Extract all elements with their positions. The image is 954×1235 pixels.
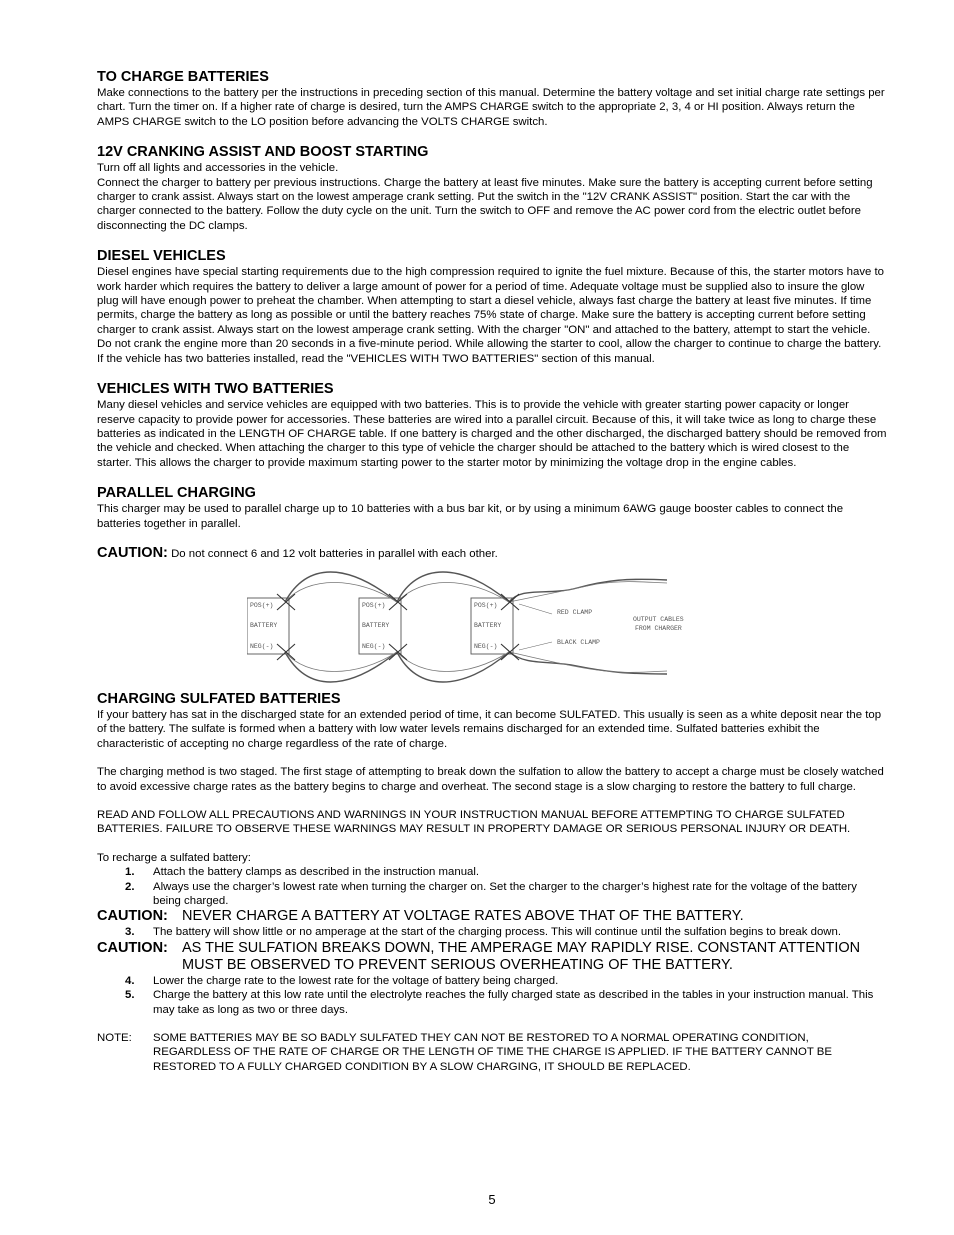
- caution-block: [97, 940, 887, 974]
- section-paragraph: The charging method is two staged. The first stage of attempting to break down the sulfation to allow the battery to accept a charge must be closely watched to avoid excessive charge rates as the battery begins to charge and overheat. The second stage is a slow charging to restore the battery to full charge.: [97, 766, 884, 793]
- section-heading: TO CHARGE BATTERIES: [97, 69, 269, 85]
- output-cables-label: FROM CHARGER: [635, 624, 682, 632]
- list-item: [97, 880, 887, 909]
- caution-line: [97, 545, 887, 562]
- section-heading: CHARGING SULFATED BATTERIES: [97, 690, 341, 707]
- section-paragraph: If your battery has sat in the discharged state for an extended period of time, it can become SULFATED. This usually is seen as a white deposit near the top of the battery. The sulfate is formed when a battery with low water levels remains discharged for an extended time. Sulfated batteries exhibit the characteristic of accepting no charge regardless of the rate of charge.: [97, 708, 882, 750]
- battery-label: BATTERY: [362, 621, 390, 629]
- step-number: 3.: [125, 926, 135, 939]
- list-item: [97, 988, 887, 1017]
- list-item: [97, 974, 887, 988]
- step-number: 4.: [125, 974, 135, 987]
- step-text: Lower the charge rate to the lowest rate for the voltage of battery being charged.: [153, 974, 559, 987]
- manual-page: [97, 68, 887, 1074]
- neg-label: NEG(-): [474, 642, 498, 650]
- pos-label: POS(+): [474, 601, 498, 609]
- pos-label: POS(+): [250, 601, 274, 609]
- red-clamp-label: RED CLAMP: [557, 608, 593, 616]
- list-item: [97, 925, 887, 939]
- section-heading: DIESEL VEHICLES: [97, 248, 226, 265]
- battery-label: BATTERY: [474, 621, 502, 629]
- step-text: Charge the battery at this low rate until the electrolyte reaches the fully charged state as described in the tables in your instruction manual. This may take as long as two or three days.: [153, 989, 874, 1016]
- step-text: The battery will show little or no amperage at the start of the charging process. This will continue until the sulfation begins to break down.: [153, 926, 842, 939]
- section-heading: 12V CRANKING ASSIST AND BOOST STARTING: [97, 144, 429, 161]
- caution-label: CAUTION:: [97, 939, 168, 956]
- battery-label: BATTERY: [250, 621, 278, 629]
- section-line: If the vehicle has two batteries installed, read the "VEHICLES WITH TWO BATTERIES" section of this manual.: [97, 352, 655, 365]
- section-to-charge: [97, 68, 887, 129]
- step-text: Always use the charger’s lowest rate when turning the charger on. Set the charger to the charger’s highest rate for the voltage of the battery being charged.: [153, 880, 857, 907]
- caution-text: NEVER CHARGE A BATTERY AT VOLTAGE RATES ABOVE THAT OF THE BATTERY.: [182, 908, 744, 925]
- parallel-wiring-diagram: [97, 566, 887, 684]
- section-diesel: [97, 247, 887, 366]
- section-body: This charger may be used to parallel charge up to 10 batteries with a bus bar kit, or by using a minimum 6AWG gauge booster cables to connect the batteries together in parallel.: [97, 503, 844, 530]
- section-sulfated: [97, 690, 887, 1074]
- section-line: Turn off all lights and accessories in the vehicle.: [97, 162, 339, 175]
- step-number: 1.: [125, 866, 135, 879]
- pos-label: POS(+): [362, 601, 386, 609]
- caution-label: CAUTION:: [97, 544, 168, 561]
- section-crank-assist: [97, 143, 887, 233]
- section-heading: VEHICLES WITH TWO BATTERIES: [97, 381, 334, 398]
- section-body: Connect the charger to battery per previous instructions. Charge the battery at least five minutes. Make sure the battery is accepting current before setting charger to crank assist. Always start on the lowest amperage crank setting. Put the switch in the "12V CRANK ASSIST" position. Start the car with the charger connected to the battery. Follow the duty cycle on the unit. Turn the switch to OFF and remove the AC power cord from the electric outlet before disconnecting the DC clamps.: [97, 176, 873, 232]
- step-number: 5.: [125, 989, 135, 1002]
- neg-label: NEG(-): [250, 642, 274, 650]
- list-item: [97, 865, 887, 879]
- step-text: Attach the battery clamps as described in the instruction manual.: [153, 866, 480, 879]
- section-parallel: [97, 484, 887, 562]
- caution-block: [97, 908, 887, 925]
- section-two-batteries: [97, 380, 887, 470]
- section-heading: PARALLEL CHARGING: [97, 485, 256, 502]
- caution-label: CAUTION:: [97, 908, 168, 925]
- black-clamp-label: BLACK CLAMP: [557, 638, 600, 646]
- note-text: SOME BATTERIES MAY BE SO BADLY SULFATED THEY CAN NOT BE RESTORED TO A NORMAL OPERATING CONDITION, REGARDLESS OF THE RATE OF CHARGE OR THE LENGTH OF TIME THE CHARGE IS APPLIED. IF THE BATTERY CANNOT BE RESTORED TO A FULLY CHARGED CONDITION BY A SLOW CHARGING, IT SHOULD BE REPLACED.: [153, 1032, 832, 1073]
- section-body: Many diesel vehicles and service vehicles are equipped with two batteries. This is to provide the vehicle with greater starting power capacity or longer reserve capacity to provide power for accessories. These batteries are wired into a parallel circuit. Because of this, it will take twice as long to charge these batteries as indicated in the LENGTH OF CHARGE table. If one battery is charged and the other discharged, the discharged battery should be removed from the vehicle and checked. When attaching the charger to this type of vehicle the charger should be attached to the battery which is wired closest to the starter. This allows the charger to provide maximum starting power to the starter motor by minimizing the voltage drop in the engine cables.: [97, 399, 887, 469]
- step-number: 2.: [125, 880, 135, 893]
- note-label: NOTE:: [97, 1032, 132, 1045]
- section-body: Diesel engines have special starting requirements due to the high compression required to ignite the fuel mixture. Because of this, the starter motors have to work harder which requires the battery to deliver a large amount of power for a period of time. Adequate voltage must be supplied also to insure the glow plug will have enough power to preheat the chamber. When attempting to start a diesel vehicle, always fast charge the battery at least five minutes. If time permits, charge the battery as long as possible or until the battery reaches 75% state of charge. Make sure the battery is accepting current before setting charger to crank assist. Always start on the lowest amperage crank setting. With the charger "ON" and attached to the battery, attempt to start the vehicle. Do not crank the engine more than 20 seconds in a five-minute period. While allowing the starter to cool, allow the charger to continue to charge the battery.: [97, 266, 885, 351]
- caution-text: AS THE SULFATION BREAKS DOWN, THE AMPERAGE MAY RAPIDLY RISE. CONSTANT ATTENTION MUST BE OBSERVED TO PREVENT SERIOUS OVERHEATING OF THE BATTERY.: [182, 939, 861, 973]
- output-cables-label: OUTPUT CABLES: [633, 615, 684, 623]
- warning-paragraph: READ AND FOLLOW ALL PRECAUTIONS AND WARNINGS IN YOUR INSTRUCTION MANUAL BEFORE ATTEMPTING TO CHARGE SULFATED BATTERIES. FAILURE TO OBSERVE THESE WARNINGS MAY RESULT IN PROPERTY DAMAGE OR SERIOUS PERSONAL INJURY OR DEATH.: [97, 808, 851, 836]
- negative-cable: [285, 652, 667, 672]
- section-paragraph: To recharge a sulfated battery:: [97, 851, 251, 864]
- section-body: Make connections to the battery per the instructions in preceding section of this manual. Determine the battery voltage and set initial charge rate settings per chart. Turn the timer on. If a higher rate of charge is desired, turn the AMPS CHARGE switch to the appropriate 2, 3, 4 or HI position. Always return the AMPS CHARGE switch to the LO position before advancing the VOLTS CHARGE switch.: [97, 87, 885, 128]
- page-number: 5: [488, 1192, 496, 1207]
- note-block: [97, 1031, 887, 1074]
- neg-label: NEG(-): [362, 642, 386, 650]
- caution-text: Do not connect 6 and 12 volt batteries in parallel with each other.: [171, 547, 498, 560]
